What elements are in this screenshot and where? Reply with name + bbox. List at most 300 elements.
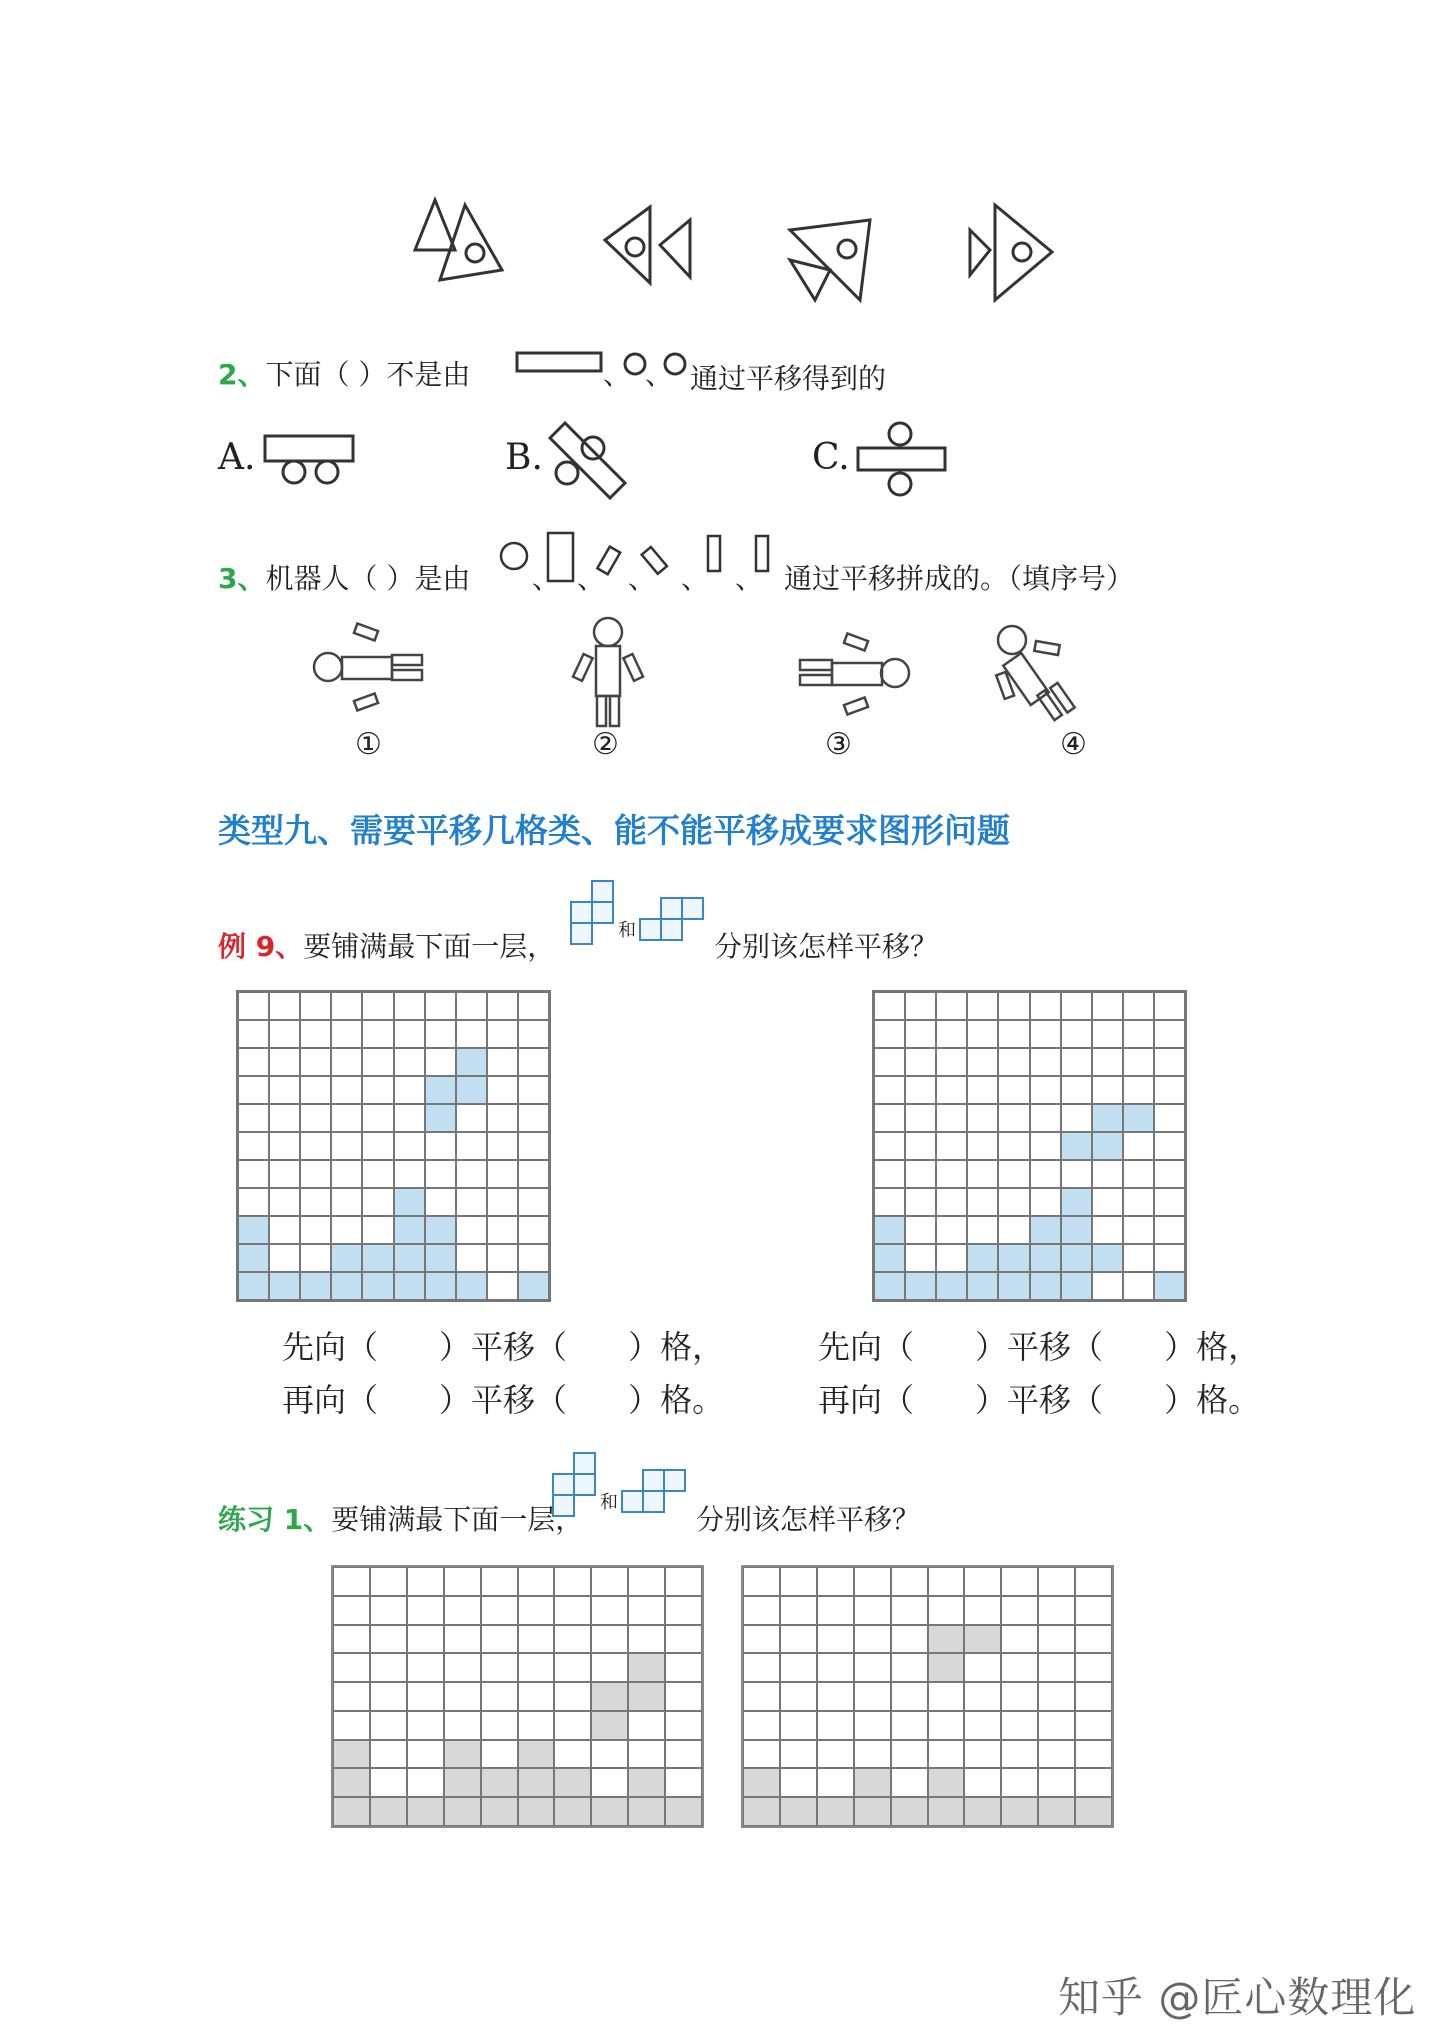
grid-cell — [1154, 1216, 1185, 1244]
grid-cell — [1061, 1048, 1092, 1076]
grid-cell — [300, 1132, 331, 1160]
grid-cell — [362, 1272, 393, 1300]
grid-cell — [238, 1188, 269, 1216]
grid-cell — [1038, 1682, 1075, 1711]
grid-cell — [591, 1797, 628, 1826]
grid-cell — [238, 992, 269, 1020]
option-a-figure — [262, 432, 362, 492]
grid-cell — [362, 1216, 393, 1244]
grid-cell — [487, 1132, 518, 1160]
q2-separators — [603, 353, 631, 393]
ex9-left-line1: 先向（ ）平移（ ）格， — [282, 1328, 725, 1366]
grid-cell — [591, 1625, 628, 1654]
grid-cell — [1154, 1104, 1185, 1132]
grid-cell — [1092, 1216, 1123, 1244]
grid-cell — [936, 1020, 967, 1048]
grid-cell — [665, 1740, 702, 1769]
robot-figures — [300, 615, 1150, 735]
grid-cell — [331, 1160, 362, 1188]
grid-cell — [665, 1711, 702, 1740]
grid-cell — [780, 1567, 817, 1596]
grid-cell — [1030, 1160, 1061, 1188]
grid-cell — [874, 992, 905, 1020]
grid-cell — [362, 1104, 393, 1132]
example-text: 要铺满最下面一层， — [303, 930, 556, 963]
grid-cell — [238, 1272, 269, 1300]
grid-cell — [407, 1768, 444, 1797]
grid-cell — [905, 1244, 936, 1272]
grid-cell — [518, 1188, 549, 1216]
grid-cell — [998, 1160, 1029, 1188]
grid-cell — [407, 1711, 444, 1740]
grid-cell — [1154, 1048, 1185, 1076]
grid-cell — [874, 1216, 905, 1244]
grid-cell — [518, 1682, 555, 1711]
grid-cell — [269, 1216, 300, 1244]
grid-cell — [905, 1216, 936, 1244]
q3-separator-5: 、 — [735, 562, 764, 595]
grid-cell — [891, 1567, 928, 1596]
grid-cell — [591, 1711, 628, 1740]
grid-cell — [1038, 1768, 1075, 1797]
grid-cell — [394, 1160, 425, 1188]
grid-cell — [998, 1020, 1029, 1048]
grid-cell — [518, 1625, 555, 1654]
grid-cell — [481, 1653, 518, 1682]
grid-cell — [1154, 1188, 1185, 1216]
grid-cell — [425, 1244, 456, 1272]
grid-cell — [1061, 1020, 1092, 1048]
grid-cell — [936, 1048, 967, 1076]
grid-cell — [854, 1768, 891, 1797]
grid-cell — [964, 1625, 1001, 1654]
grid-cell — [444, 1596, 481, 1625]
example-number: 例 9、 — [218, 930, 304, 963]
grid-cell — [1123, 1048, 1154, 1076]
grid-cell — [967, 1244, 998, 1272]
grid-cell — [1030, 1048, 1061, 1076]
grid-cell — [854, 1596, 891, 1625]
grid-cell — [1001, 1625, 1038, 1654]
grid-cell — [1075, 1567, 1112, 1596]
robot-label-1: ① — [355, 727, 382, 762]
grid-cell — [269, 992, 300, 1020]
grid-cell — [238, 1020, 269, 1048]
grid-cell — [238, 1104, 269, 1132]
grid-cell — [743, 1596, 780, 1625]
grid-cell — [362, 1076, 393, 1104]
grid-cell — [425, 1188, 456, 1216]
grid-cell — [554, 1625, 591, 1654]
watermark: 知乎 @匠心数理化 — [1058, 1973, 1417, 2022]
grid-cell — [967, 1132, 998, 1160]
grid-cell — [891, 1596, 928, 1625]
grid-cell — [444, 1768, 481, 1797]
grid-cell — [874, 1160, 905, 1188]
grid-cell — [1075, 1768, 1112, 1797]
grid-cell — [874, 1188, 905, 1216]
grid-cell — [1030, 1272, 1061, 1300]
grid-cell — [1001, 1740, 1038, 1769]
grid-cell — [854, 1625, 891, 1654]
grid-cell — [269, 1132, 300, 1160]
grid-cell — [665, 1768, 702, 1797]
robot-label-2: ② — [592, 727, 619, 762]
grid-cell — [817, 1768, 854, 1797]
grid-cell — [998, 1048, 1029, 1076]
grid-cell — [964, 1596, 1001, 1625]
grid-cell — [1038, 1567, 1075, 1596]
grid-cell — [998, 1104, 1029, 1132]
grid-cell — [964, 1768, 1001, 1797]
grid-cell — [817, 1625, 854, 1654]
grid-cell — [891, 1625, 928, 1654]
grid-cell — [481, 1596, 518, 1625]
separator: 、 — [603, 358, 632, 391]
grid-cell — [407, 1682, 444, 1711]
grid-cell — [936, 1188, 967, 1216]
grid-cell — [1123, 992, 1154, 1020]
grid-cell — [554, 1740, 591, 1769]
pr1-grid-right — [741, 1565, 1114, 1828]
grid-cell — [854, 1567, 891, 1596]
grid-cell — [481, 1567, 518, 1596]
grid-cell — [331, 1188, 362, 1216]
grid-cell — [518, 1272, 549, 1300]
grid-cell — [1075, 1596, 1112, 1625]
grid-cell — [998, 1188, 1029, 1216]
grid-cell — [936, 1216, 967, 1244]
grid-cell — [743, 1625, 780, 1654]
option-c-figure — [855, 420, 955, 500]
grid-cell — [1092, 1188, 1123, 1216]
grid-cell — [269, 1188, 300, 1216]
grid-cell — [928, 1682, 965, 1711]
grid-cell — [238, 1160, 269, 1188]
grid-cell — [554, 1711, 591, 1740]
grid-cell — [628, 1768, 665, 1797]
grid-cell — [1030, 1020, 1061, 1048]
grid-cell — [891, 1768, 928, 1797]
grid-cell — [1061, 1132, 1092, 1160]
grid-cell — [394, 1132, 425, 1160]
grid-cell — [936, 1104, 967, 1132]
grid-cell — [591, 1567, 628, 1596]
grid-cell — [1092, 1020, 1123, 1048]
ex9-and: 和 — [618, 920, 636, 941]
grid-cell — [554, 1682, 591, 1711]
grid-cell — [854, 1797, 891, 1826]
grid-cell — [456, 1160, 487, 1188]
grid-cell — [238, 1076, 269, 1104]
grid-cell — [407, 1740, 444, 1769]
grid-cell — [1030, 1132, 1061, 1160]
grid-cell — [370, 1625, 407, 1654]
grid-cell — [487, 1020, 518, 1048]
grid-cell — [891, 1682, 928, 1711]
grid-cell — [444, 1711, 481, 1740]
grid-cell — [518, 1132, 549, 1160]
grid-cell — [874, 1244, 905, 1272]
grid-cell — [967, 1188, 998, 1216]
grid-cell — [425, 1020, 456, 1048]
grid-cell — [1001, 1711, 1038, 1740]
grid-cell — [964, 1653, 1001, 1682]
grid-cell — [591, 1740, 628, 1769]
q3-separator-2: 、 — [577, 562, 606, 595]
grid-cell — [874, 1104, 905, 1132]
grid-cell — [967, 992, 998, 1020]
grid-cell — [269, 1244, 300, 1272]
grid-cell — [487, 1048, 518, 1076]
grid-cell — [518, 992, 549, 1020]
grid-cell — [891, 1711, 928, 1740]
grid-cell — [1154, 992, 1185, 1020]
grid-cell — [928, 1740, 965, 1769]
grid-cell — [518, 1020, 549, 1048]
grid-cell — [1061, 1272, 1092, 1300]
grid-cell — [628, 1797, 665, 1826]
grid-cell — [333, 1682, 370, 1711]
grid-cell — [487, 1216, 518, 1244]
pr1-grid-left — [331, 1565, 704, 1828]
grid-cell — [1092, 992, 1123, 1020]
grid-cell — [370, 1682, 407, 1711]
grid-cell — [905, 1104, 936, 1132]
grid-cell — [1092, 1104, 1123, 1132]
grid-cell — [487, 1160, 518, 1188]
grid-cell — [300, 1244, 331, 1272]
grid-cell — [238, 1132, 269, 1160]
grid-cell — [487, 992, 518, 1020]
grid-cell — [1030, 1076, 1061, 1104]
grid-cell — [1154, 1244, 1185, 1272]
grid-cell — [780, 1797, 817, 1826]
grid-cell — [456, 1244, 487, 1272]
grid-cell — [936, 992, 967, 1020]
grid-cell — [331, 1104, 362, 1132]
question-2 — [218, 353, 470, 393]
robot-label-4: ④ — [1060, 727, 1087, 762]
grid-cell — [269, 1076, 300, 1104]
grid-cell — [1154, 1132, 1185, 1160]
grid-cell — [628, 1711, 665, 1740]
grid-cell — [1038, 1596, 1075, 1625]
question-number: 3、 — [218, 562, 266, 595]
option-c-label: C. — [812, 437, 850, 478]
grid-cell — [967, 1216, 998, 1244]
grid-cell — [780, 1625, 817, 1654]
grid-cell — [665, 1682, 702, 1711]
grid-cell — [1075, 1625, 1112, 1654]
grid-cell — [481, 1740, 518, 1769]
grid-cell — [1123, 1020, 1154, 1048]
grid-cell — [780, 1682, 817, 1711]
grid-cell — [487, 1104, 518, 1132]
ex9-piece-figures — [568, 878, 716, 950]
grid-cell — [967, 1104, 998, 1132]
grid-cell — [998, 1272, 1029, 1300]
grid-cell — [905, 992, 936, 1020]
grid-cell — [998, 1244, 1029, 1272]
grid-cell — [936, 1244, 967, 1272]
grid-cell — [407, 1596, 444, 1625]
grid-cell — [370, 1797, 407, 1826]
grid-cell — [269, 1104, 300, 1132]
grid-cell — [370, 1567, 407, 1596]
grid-cell — [1061, 1076, 1092, 1104]
grid-cell — [1123, 1104, 1154, 1132]
grid-cell — [891, 1653, 928, 1682]
grid-cell — [300, 1216, 331, 1244]
grid-cell — [362, 1160, 393, 1188]
grid-cell — [481, 1682, 518, 1711]
grid-cell — [394, 1048, 425, 1076]
grid-cell — [928, 1797, 965, 1826]
grid-cell — [487, 1272, 518, 1300]
grid-cell — [300, 1104, 331, 1132]
robot-label-3: ③ — [825, 727, 852, 762]
grid-cell — [874, 1076, 905, 1104]
grid-cell — [331, 1076, 362, 1104]
grid-cell — [1154, 1020, 1185, 1048]
grid-cell — [891, 1797, 928, 1826]
grid-cell — [967, 1048, 998, 1076]
grid-cell — [874, 1272, 905, 1300]
grid-cell — [1154, 1272, 1185, 1300]
grid-cell — [964, 1567, 1001, 1596]
grid-cell — [817, 1740, 854, 1769]
grid-cell — [481, 1625, 518, 1654]
pr1-and: 和 — [600, 1492, 618, 1513]
grid-cell — [665, 1797, 702, 1826]
grid-cell — [238, 1216, 269, 1244]
grid-cell — [554, 1797, 591, 1826]
grid-cell — [591, 1596, 628, 1625]
grid-cell — [269, 1160, 300, 1188]
grid-cell — [518, 1768, 555, 1797]
grid-cell — [1038, 1740, 1075, 1769]
grid-cell — [1001, 1797, 1038, 1826]
grid-cell — [425, 1272, 456, 1300]
grid-cell — [967, 1076, 998, 1104]
grid-cell — [362, 992, 393, 1020]
option-a-label: A. — [218, 437, 256, 478]
grid-cell — [487, 1076, 518, 1104]
grid-cell — [928, 1768, 965, 1797]
grid-cell — [331, 1132, 362, 1160]
grid-cell — [665, 1625, 702, 1654]
grid-cell — [1030, 992, 1061, 1020]
practice-number: 练习 1、 — [218, 1503, 332, 1536]
grid-cell — [1001, 1653, 1038, 1682]
grid-cell — [817, 1567, 854, 1596]
grid-cell — [780, 1653, 817, 1682]
grid-cell — [331, 1272, 362, 1300]
question-3 — [218, 557, 470, 597]
grid-cell — [936, 1160, 967, 1188]
grid-cell — [743, 1682, 780, 1711]
q2-text-after: 通过平移得到的 — [690, 362, 887, 395]
grid-cell — [331, 1244, 362, 1272]
grid-cell — [300, 1272, 331, 1300]
grid-cell — [407, 1625, 444, 1654]
grid-cell — [743, 1653, 780, 1682]
grid-cell — [444, 1567, 481, 1596]
grid-cell — [1030, 1244, 1061, 1272]
grid-cell — [333, 1768, 370, 1797]
grid-cell — [1038, 1797, 1075, 1826]
grid-cell — [905, 1132, 936, 1160]
grid-cell — [1123, 1132, 1154, 1160]
section-heading: 类型九、需要平移几格类、能不能平移成要求图形问题 — [218, 811, 1010, 850]
grid-cell — [928, 1653, 965, 1682]
grid-cell — [456, 1048, 487, 1076]
grid-cell — [967, 1160, 998, 1188]
grid-cell — [591, 1682, 628, 1711]
pr1-tail: 分别该怎样平移？ — [696, 1503, 921, 1536]
grid-cell — [444, 1740, 481, 1769]
grid-cell — [628, 1596, 665, 1625]
practice-text: 要铺满最下面一层， — [331, 1503, 584, 1536]
grid-cell — [743, 1768, 780, 1797]
q3-separator-3: 、 — [628, 562, 657, 595]
grid-cell — [300, 1188, 331, 1216]
question-text: 下面（ ）不是由 — [265, 358, 471, 391]
grid-cell — [1001, 1682, 1038, 1711]
grid-cell — [905, 1160, 936, 1188]
grid-cell — [1030, 1216, 1061, 1244]
grid-cell — [1061, 1188, 1092, 1216]
grid-cell — [905, 1188, 936, 1216]
grid-cell — [936, 1076, 967, 1104]
grid-cell — [1075, 1653, 1112, 1682]
grid-cell — [444, 1682, 481, 1711]
ex9-tail: 分别该怎样平移？ — [714, 930, 939, 963]
grid-cell — [300, 1076, 331, 1104]
grid-cell — [743, 1740, 780, 1769]
grid-cell — [456, 1104, 487, 1132]
grid-cell — [780, 1596, 817, 1625]
grid-cell — [269, 1272, 300, 1300]
grid-cell — [394, 1272, 425, 1300]
grid-cell — [456, 1076, 487, 1104]
grid-cell — [1123, 1188, 1154, 1216]
grid-cell — [518, 1160, 549, 1188]
grid-cell — [554, 1567, 591, 1596]
grid-cell — [456, 1216, 487, 1244]
grid-cell — [518, 1244, 549, 1272]
grid-cell — [394, 992, 425, 1020]
practice-1 — [218, 1498, 583, 1538]
grid-cell — [444, 1797, 481, 1826]
grid-cell — [362, 1132, 393, 1160]
q3-separator-4: 、 — [681, 562, 710, 595]
grid-cell — [331, 1020, 362, 1048]
grid-cell — [300, 1160, 331, 1188]
grid-cell — [1075, 1682, 1112, 1711]
grid-cell — [487, 1188, 518, 1216]
grid-cell — [394, 1188, 425, 1216]
grid-cell — [481, 1797, 518, 1826]
grid-cell — [817, 1797, 854, 1826]
grid-cell — [370, 1711, 407, 1740]
grid-cell — [743, 1711, 780, 1740]
grid-cell — [1061, 1244, 1092, 1272]
grid-cell — [333, 1567, 370, 1596]
grid-cell — [743, 1797, 780, 1826]
grid-cell — [456, 1188, 487, 1216]
